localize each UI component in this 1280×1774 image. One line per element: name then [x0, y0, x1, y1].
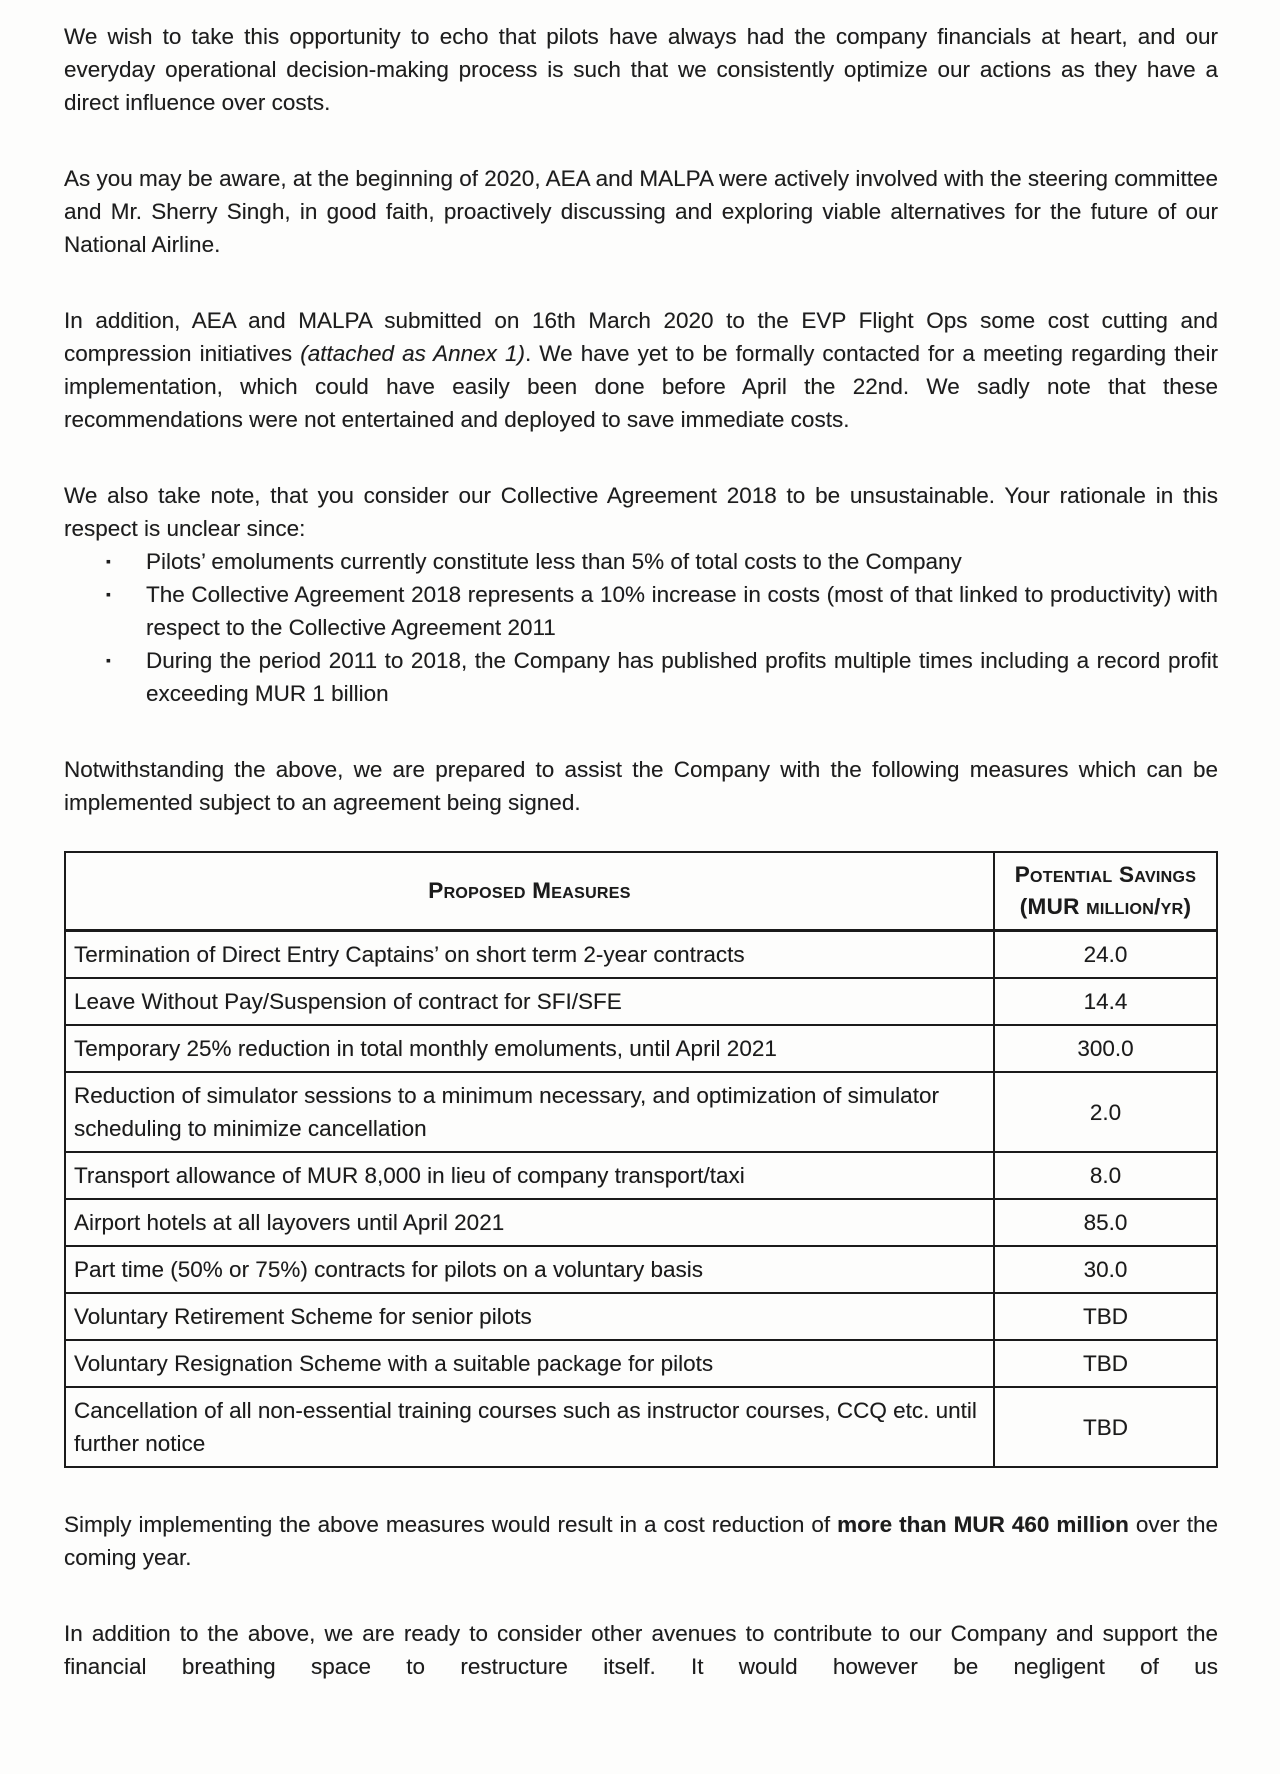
table-row [65, 1293, 1217, 1340]
measure-cell: Termination of Direct Entry Captains’ on short term 2-year contracts [65, 931, 994, 979]
annex-paragraph-after: . We have yet to be formally contacted for a meeting regarding their implementation, which could have easily been done before April the 22nd. We sadly note that these recommendations were not entertained and deployed to save immediate costs. [64, 341, 1218, 432]
savings-cell: 8.0 [994, 1152, 1217, 1199]
opening-paragraph: We wish to take this opportunity to echo that pilots have always had the company financials at heart, and our everyday operational decision-making process is such that we consistently optimize our actions as they have a direct influence over costs. [64, 24, 1218, 115]
header-proposed-measures: Proposed Measures [65, 852, 994, 931]
measure-cell: Transport allowance of MUR 8,000 in lieu of company transport/taxi [65, 1152, 994, 1199]
square-bullet-icon: ▪ [106, 553, 111, 569]
table-row [65, 1025, 1217, 1072]
savings-cell: 24.0 [994, 931, 1217, 979]
table-row [65, 1246, 1217, 1293]
list-item [64, 578, 1218, 644]
measure-cell: Leave Without Pay/Suspension of contract for SFI/SFE [65, 978, 994, 1025]
savings-cell: 85.0 [994, 1199, 1217, 1246]
table-row [65, 1199, 1217, 1246]
measures-intro-paragraph: Notwithstanding the above, we are prepared to assist the Company with the following measures which can be implemented subject to an agreement being signed. [64, 757, 1218, 815]
measure-cell: Part time (50% or 75%) contracts for pilots on a voluntary basis [65, 1246, 994, 1293]
bullet-text: The Collective Agreement 2018 represents a 10% increase in costs (most of that linked to productivity) with respect to the Collective Agreement 2011 [146, 582, 1218, 640]
savings-cell: 30.0 [994, 1246, 1217, 1293]
measure-cell: Voluntary Retirement Scheme for senior pilots [65, 1293, 994, 1340]
list-item [64, 644, 1218, 710]
table-row [65, 1340, 1217, 1387]
header-savings-line1: Potential Savings [1014, 862, 1197, 887]
measure-cell: Cancellation of all non-essential training courses such as instructor courses, CCQ etc. until further notice [65, 1387, 994, 1467]
bullet-text: During the period 2011 to 2018, the Company has published profits multiple times including a record profit exceeding MUR 1 billion [146, 648, 1218, 706]
annex-paragraph-before: In addition, AEA and MALPA submitted on 16th March 2020 to the EVP Flight Ops some cost cutting and compression initiatives [64, 308, 1218, 366]
savings-summary-paragraph [64, 1508, 1218, 1574]
header-potential-savings [994, 852, 1217, 931]
savings-cell: TBD [994, 1387, 1217, 1467]
closing-paragraph: In addition to the above, we are ready to consider other avenues to contribute to our Company and support the financial breathing space to restructure itself. It would however be negligent of us [64, 1621, 1218, 1679]
savings-cell: TBD [994, 1293, 1217, 1340]
rationale-bullet-list [64, 545, 1218, 710]
table-row [65, 1072, 1217, 1152]
bullet-text: Pilots’ emoluments currently constitute less than 5% of total costs to the Company [146, 549, 962, 574]
savings-summary-bold: more than MUR 460 million [837, 1512, 1129, 1537]
table-header [65, 852, 1217, 931]
table-row [65, 1387, 1217, 1467]
measure-cell: Temporary 25% reduction in total monthly emoluments, until April 2021 [65, 1025, 994, 1072]
savings-cell: 14.4 [994, 978, 1217, 1025]
annex-reference-italic: (attached as Annex 1) [300, 341, 525, 366]
rationale-intro-paragraph: We also take note, that you consider our Collective Agreement 2018 to be unsustainable. Your rationale in this respect is unclear since: [64, 483, 1218, 541]
savings-cell: 300.0 [994, 1025, 1217, 1072]
savings-cell: TBD [994, 1340, 1217, 1387]
square-bullet-icon: ▪ [106, 586, 111, 602]
savings-cell: 2.0 [994, 1072, 1217, 1152]
steering-committee-paragraph: As you may be aware, at the beginning of 2020, AEA and MALPA were actively involved with the steering committee and Mr. Sherry Singh, in good faith, proactively discussing and exploring viable alternatives for the future of our National Airline. [64, 166, 1218, 257]
list-item [64, 545, 1218, 578]
square-bullet-icon: ▪ [106, 652, 111, 668]
measure-cell: Reduction of simulator sessions to a minimum necessary, and optimization of simulator scheduling to minimize cancellation [65, 1072, 994, 1152]
savings-summary-before: Simply implementing the above measures would result in a cost reduction of [64, 1512, 838, 1537]
header-savings-line2: (MUR million/yr) [1019, 894, 1192, 919]
table-row [65, 1152, 1217, 1199]
measure-cell: Airport hotels at all layovers until April 2021 [65, 1199, 994, 1246]
proposed-measures-table [64, 851, 1218, 1468]
table-row [65, 978, 1217, 1025]
measure-cell: Voluntary Resignation Scheme with a suitable package for pilots [65, 1340, 994, 1387]
savings-summary-after: over the coming year. [64, 1512, 1218, 1570]
table-row [65, 931, 1217, 979]
annex-paragraph [64, 304, 1218, 436]
